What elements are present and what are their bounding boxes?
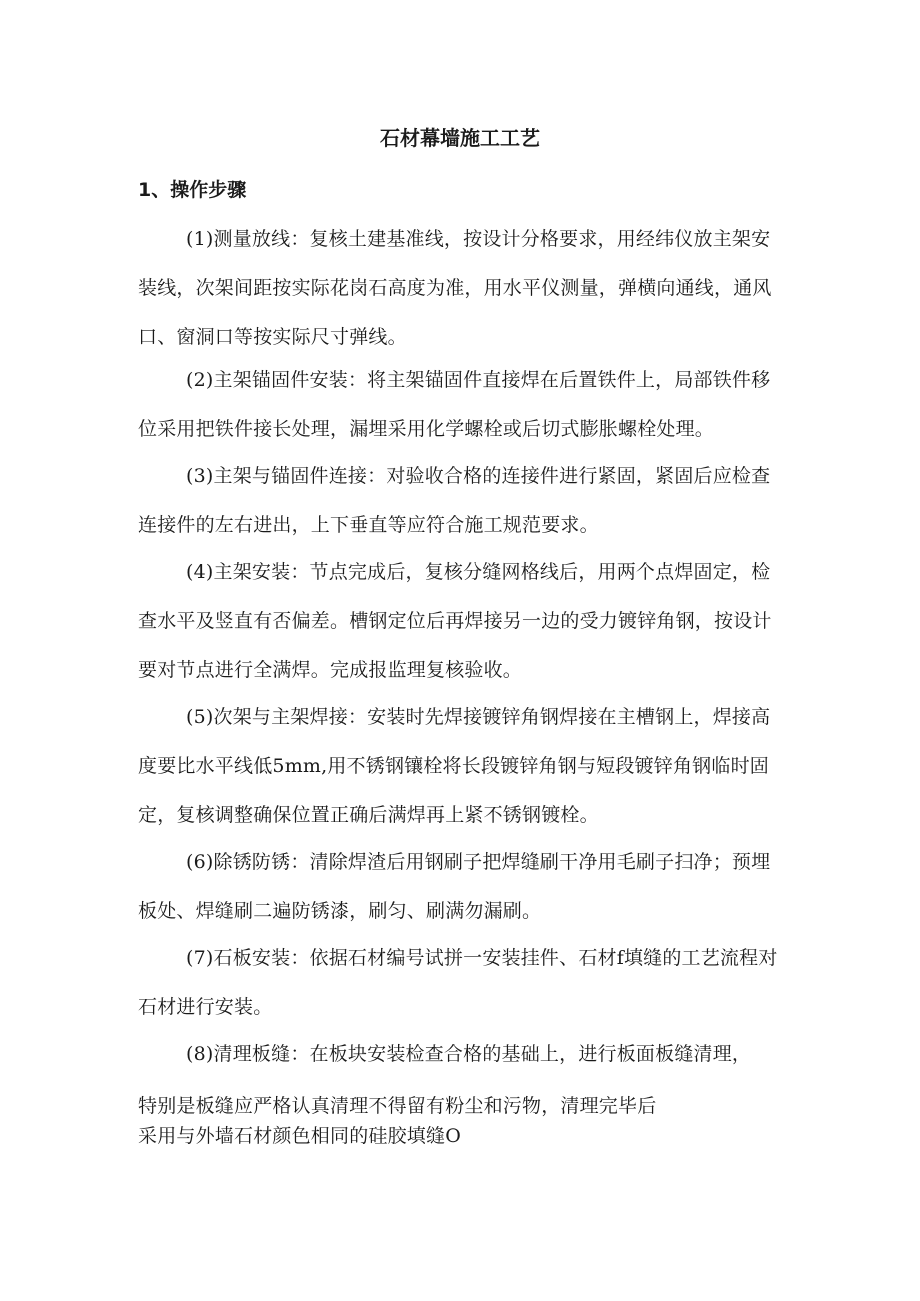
paragraph-step-5: (5)次架与主架焊接：安装时先焊接镀锌角钢焊接在主槽钢上，焊接高度要比水平线低5mm,用不锈钢镶栓将长段镀锌角钢与短段镀锌角钢临时固定，复核调整确保位置正确后满焊再上紧不锈钢镀栓。 (138, 706, 771, 826)
paragraph-step-8-line-1: (8)清理板缝：在板块安装检查合格的基础上，进行板面板缝清理， (186, 1043, 752, 1065)
document-title: 石材幕墙施工工艺 (380, 126, 540, 150)
paragraph-step-8 (138, 1030, 786, 1151)
paragraph-step-7: (7)石板安装：依据石材编号试拼一安装挂件、石材f填缝的工艺流程对石材进行安装。 (138, 947, 778, 1018)
paragraph-step-4: (4)主架安装：节点完成后，复核分缝网格线后，用两个点焊固定，检查水平及竖直有否偏差。槽钢定位后再焊接另一边的受力镀锌角钢，按设计要对节点进行全满焊。完成报监理复核验收。 (138, 561, 772, 681)
paragraph-step-8-line-2: 特别是板缝应严格认真清理不得留有粉尘和污物，清理完毕后 (138, 1095, 657, 1117)
paragraph-step-3: (3)主架与锚固件连接：对验收合格的连接件进行紧固，紧固后应检查连接件的左右进出，上下垂直等应符合施工规范要求。 (138, 465, 771, 536)
paragraph-step-1: (1)测量放线：复核土建基准线，按设计分格要求，用经纬仪放主架安装线，次架间距按实际花岗石高度为准，用水平仪测量，弹横向通线，通风口、窗洞口等按实际尺寸弹线。 (138, 228, 772, 348)
section-heading: 1、操作步骤 (138, 179, 247, 201)
paragraph-step-2: (2)主架锚固件安装：将主架锚固件直接焊在后置铁件上，局部铁件移位采用把铁件接长处理，漏埋采用化学螺栓或后切式膨胀螺栓处理。 (138, 369, 771, 440)
paragraph-step-6: (6)除锈防锈：清除焊渣后用钢刷子把焊缝刷干净用毛刷子扫净；预埋板处、焊缝刷二遍防锈漆，刷匀、刷满勿漏刷。 (138, 851, 771, 922)
paragraph-step-8-line-3: 采用与外墙石材颜色相同的硅胶填缝O (138, 1125, 461, 1147)
